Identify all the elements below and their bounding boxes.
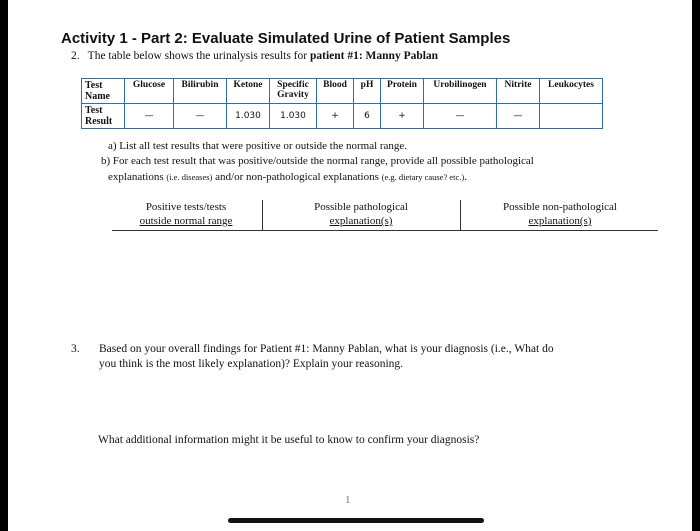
result-urobilinogen: — bbox=[424, 104, 497, 129]
header-ph: pH bbox=[354, 79, 381, 104]
header-ketone: Ketone bbox=[227, 79, 270, 104]
result-ph: 6 bbox=[354, 104, 381, 129]
header-urobilinogen: Urobilinogen bbox=[424, 79, 497, 104]
result-specific-gravity: 1.030 bbox=[270, 104, 317, 129]
result-nitrite: — bbox=[497, 104, 540, 129]
header-row bbox=[82, 79, 603, 104]
table-underline bbox=[112, 230, 658, 231]
patient-name: patient #1: Manny Pablan bbox=[309, 50, 439, 62]
question-number: 2. bbox=[71, 50, 80, 62]
intro-text: The table below shows the urinalysis results for bbox=[87, 50, 310, 62]
answer-prompt-table bbox=[112, 200, 658, 233]
column-divider bbox=[262, 200, 263, 230]
row-label-test-result: Test Result bbox=[82, 104, 125, 129]
subquestion-a: a) List all test results that were positive or outside the normal range. bbox=[108, 140, 408, 152]
prompt-col-non-pathological: Possible non-pathological explanation(s) bbox=[503, 201, 617, 227]
result-blood: + bbox=[317, 104, 354, 129]
result-protein: + bbox=[381, 104, 424, 129]
header-glucose: Glucose bbox=[125, 79, 174, 104]
header-nitrite: Nitrite bbox=[497, 79, 540, 104]
header-leukocytes: Leukocytes bbox=[540, 79, 603, 104]
result-bilirubin: — bbox=[174, 104, 227, 129]
page-title: Activity 1 - Part 2: Evaluate Simulated Urine of Patient Samples bbox=[61, 30, 511, 47]
subquestion-b-line2: explanations (i.e. diseases) and/or non-pathological explanations (e.g. dietary cause? etc.). bbox=[108, 171, 467, 183]
result-ketone: 1.030 bbox=[227, 104, 270, 129]
urinalysis-table bbox=[81, 78, 603, 129]
header-blood: Blood bbox=[317, 79, 354, 104]
home-indicator-bar[interactable] bbox=[228, 518, 484, 523]
header-specific-gravity: Specific Gravity bbox=[270, 79, 317, 104]
header-bilirubin: Bilirubin bbox=[174, 79, 227, 104]
question-2-intro bbox=[71, 50, 438, 62]
prompt-col-pathological: Possible pathological explanation(s) bbox=[314, 201, 408, 227]
question-additional-info: What additional information might it be useful to know to confirm your diagnosis? bbox=[98, 434, 480, 446]
subquestion-b-line1: b) For each test result that was positive/outside the normal range, provide all possible pathological bbox=[101, 155, 534, 167]
result-row bbox=[82, 104, 603, 129]
document-page bbox=[8, 0, 692, 531]
result-leukocytes bbox=[540, 104, 603, 129]
column-divider bbox=[460, 200, 461, 230]
header-protein: Protein bbox=[381, 79, 424, 104]
question-3-text: Based on your overall findings for Patient #1: Manny Pablan, what is your diagnosis (i.e., What do you think is the most likely explanation)? Explain your reasoning. bbox=[99, 343, 554, 370]
prompt-col-positive-tests: Positive tests/tests outside normal range bbox=[139, 201, 233, 227]
row-label-test-name: Test Name bbox=[82, 79, 125, 104]
question-number: 3. bbox=[71, 343, 80, 355]
page-number: 1 bbox=[345, 494, 351, 506]
result-glucose: — bbox=[125, 104, 174, 129]
